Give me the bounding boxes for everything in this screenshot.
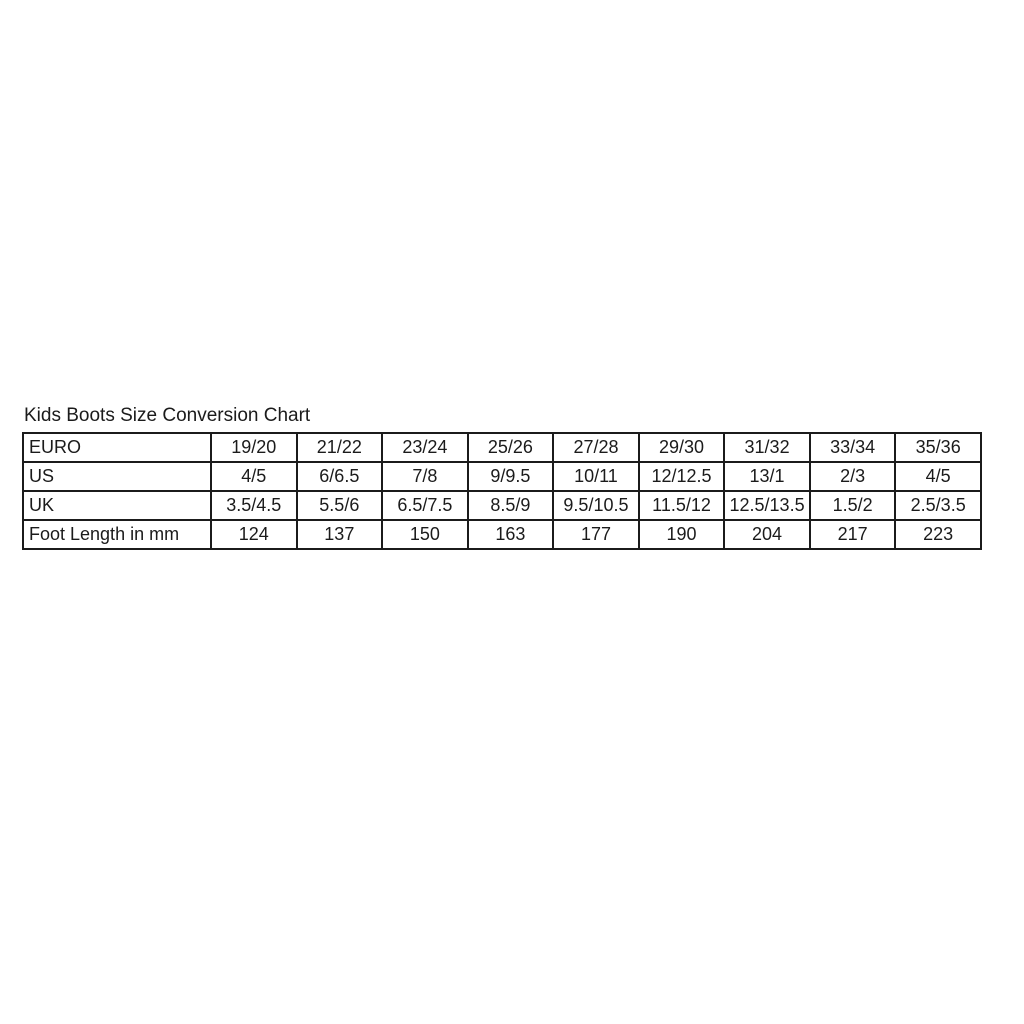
table-cell: 25/26 [468, 433, 554, 462]
table-cell: 190 [639, 520, 725, 549]
table-row [23, 433, 981, 462]
table-cell: 23/24 [382, 433, 468, 462]
size-conversion-chart [22, 405, 982, 550]
table-cell: 223 [895, 520, 981, 549]
table-cell: 9.5/10.5 [553, 491, 639, 520]
table-cell: 2.5/3.5 [895, 491, 981, 520]
table-cell: 5.5/6 [297, 491, 383, 520]
size-conversion-table [22, 432, 982, 550]
table-cell: 29/30 [639, 433, 725, 462]
table-cell: 2/3 [810, 462, 896, 491]
row-label: US [23, 462, 211, 491]
table-cell: 177 [553, 520, 639, 549]
table-cell: 163 [468, 520, 554, 549]
table-cell: 19/20 [211, 433, 297, 462]
table-cell: 124 [211, 520, 297, 549]
row-label: EURO [23, 433, 211, 462]
table-cell: 35/36 [895, 433, 981, 462]
table-row [23, 520, 981, 549]
table-body [23, 433, 981, 549]
table-cell: 7/8 [382, 462, 468, 491]
table-cell: 217 [810, 520, 896, 549]
table-cell: 137 [297, 520, 383, 549]
row-label: Foot Length in mm [23, 520, 211, 549]
chart-title: Kids Boots Size Conversion Chart [24, 405, 311, 426]
table-cell: 13/1 [724, 462, 810, 491]
table-cell: 9/9.5 [468, 462, 554, 491]
table-cell: 4/5 [895, 462, 981, 491]
table-cell: 8.5/9 [468, 491, 554, 520]
table-row [23, 462, 981, 491]
table-cell: 6.5/7.5 [382, 491, 468, 520]
table-cell: 21/22 [297, 433, 383, 462]
table-cell: 12.5/13.5 [724, 491, 810, 520]
table-cell: 11.5/12 [639, 491, 725, 520]
table-cell: 10/11 [553, 462, 639, 491]
table-cell: 204 [724, 520, 810, 549]
table-cell: 4/5 [211, 462, 297, 491]
table-row [23, 491, 981, 520]
row-label: UK [23, 491, 211, 520]
table-cell: 1.5/2 [810, 491, 896, 520]
table-cell: 12/12.5 [639, 462, 725, 491]
table-cell: 150 [382, 520, 468, 549]
table-cell: 33/34 [810, 433, 896, 462]
table-cell: 3.5/4.5 [211, 491, 297, 520]
table-cell: 27/28 [553, 433, 639, 462]
table-cell: 6/6.5 [297, 462, 383, 491]
table-cell: 31/32 [724, 433, 810, 462]
